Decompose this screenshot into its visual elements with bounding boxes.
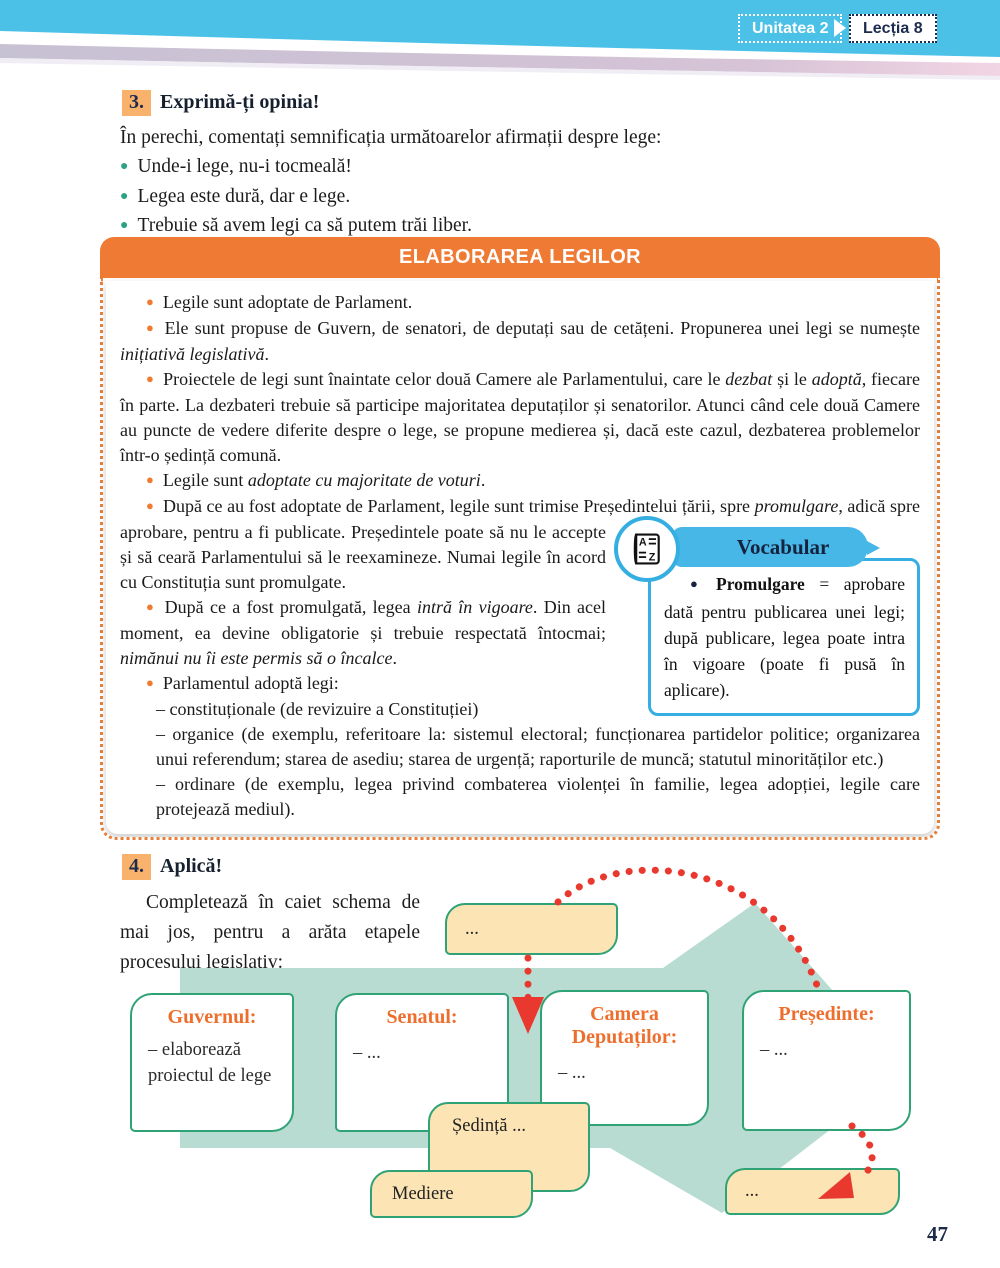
svg-text:Z: Z [648,551,656,564]
section4-intro: Completează în caiet schema de mai jos, pentru a arăta etapele procesului legislativ: [120,892,420,973]
lawbox-content [106,281,934,834]
vocabular-callout [622,522,920,716]
flow-box-presedinte [742,990,911,1131]
bullet-icon [146,496,163,516]
list-item: ● Legea este dură, dar e lege. [120,183,472,213]
law-subitem: – organice (de exemplu, referitoare la: sistemul electoral; funcționarea partidelor politice; organizarea unui referendum; starea de asediu; starea de urgență; raporturile de muncă; statutul minorităților etc.) [156,724,920,769]
flow-box-title: Președinte: [778,1003,875,1025]
section3-title: Exprimă-ți opinia! [160,91,320,113]
list-item: ● Unde-i lege, nu-i tocmeală! [120,153,472,183]
bullet-icon [146,673,163,693]
bullet-icon [690,574,716,594]
section3-number: 3. [122,90,151,116]
flow-step-box: ... [725,1168,900,1215]
lesson-tag: Lecția 8 [849,14,937,43]
flow-box-title: Guvernul: [167,1006,257,1028]
unit-tag: Unitatea 2 [738,14,842,43]
flow-box-guvernul [130,993,294,1132]
law-subitem: – ordinare (de exemplu, legea privind combaterea violenței în familie, legea adopției, legile care protejează mediul). [156,774,920,819]
flow-box-sedinta: Ședință ... [428,1102,590,1192]
arrow-right-icon [834,19,846,37]
flow-box-title: Camera Deputaților: [571,1003,678,1048]
law-subitem: – constituționale (de revizuire a Constituției) [156,699,479,719]
bullet-icon [146,470,163,490]
svg-text:A: A [638,536,647,549]
lawbox-title: ELABORAREA LEGILOR [100,237,940,278]
flow-box-mediere: Mediere [370,1170,533,1218]
bullet-icon [146,292,163,312]
lawbox [100,237,940,840]
list-item: ● Trebuie să avem legi ca să putem trăi liber. [120,212,472,242]
flow-box-body: – ... [558,1063,586,1083]
legislative-flow-diagram [100,860,940,1268]
law-paragraph: ● Ele sunt propuse de Guvern, de senatori, de deputați sau de cetățeni. Propunerea unei legi se numește inițiativă legislativă. [120,316,920,367]
flow-box-body: – elaborează proiectul de lege [148,1040,272,1086]
page-number: 47 [927,1222,948,1246]
book-icon [614,516,680,582]
section3-bullet-list [120,153,472,242]
law-paragraph: ● Legile sunt adoptate de Parlament. [120,290,920,316]
law-paragraph: ● După ce au fost adoptate de Parlament, legile sunt trimise Președintelui țării, spre promulgare, A Z Vocabular ● Promulgare = aprobare dată pentru publicarea unei legi; după publicare, legea poate intra în vigoare (poate fi pusă în aplicare). adică spre aprobare, pentru a fi publicate. Președintele poate să nu le accepte și să ceară Parlamentului să le reexamineze. Numai legile în acord cu Constituția sunt promulgate. [120,494,920,595]
flow-box-body: – ... [760,1040,788,1060]
section3-intro: În perechi, comentați semnificația următoarelor afirmații despre lege: [120,127,662,148]
vocabular-title: Vocabular [672,527,868,567]
flow-step-box: ... [445,903,618,955]
law-paragraph: ● Parlamentul adoptă legi: [120,671,920,697]
bullet-icon [146,597,165,617]
law-paragraph: ● Proiectele de legi sunt înaintate celor două Camere ale Parlamentului, care le dezbat și le adoptă, fiecare în parte. La dezbateri trebuie să participe majoritatea deputaților și senatorilor. Atunci când cele două Camere au puncte de vedere diferite despre o lege, se propune medierea și, dacă este cazul, dezbaterea problemelor într-o ședință comună. [120,367,920,468]
bullet-icon [146,369,163,389]
law-paragraph: ● După ce a fost promulgată, legea intră în vigoare. Din acel moment, ea devine obligatorie și trebuie respectată întocmai; nimănui nu îi este permis să o încalce. [120,595,920,671]
flow-box-title: Senatul: [386,1006,458,1028]
section4-title: Aplică! [160,855,223,877]
bullet-icon [146,318,165,338]
section3-heading [122,90,319,116]
law-paragraph: ● Legile sunt adoptate cu majoritate de voturi. [120,468,920,494]
vocabular-definition: ● Promulgare = aprobare dată pentru publicarea unei legi; după publicare, legea poate intra în vigoare (poate fi pusă în aplicare). [648,558,920,716]
section4-number: 4. [122,854,151,880]
lawbox-dotted-frame [100,278,940,840]
flow-box-body: – ... [353,1043,381,1063]
